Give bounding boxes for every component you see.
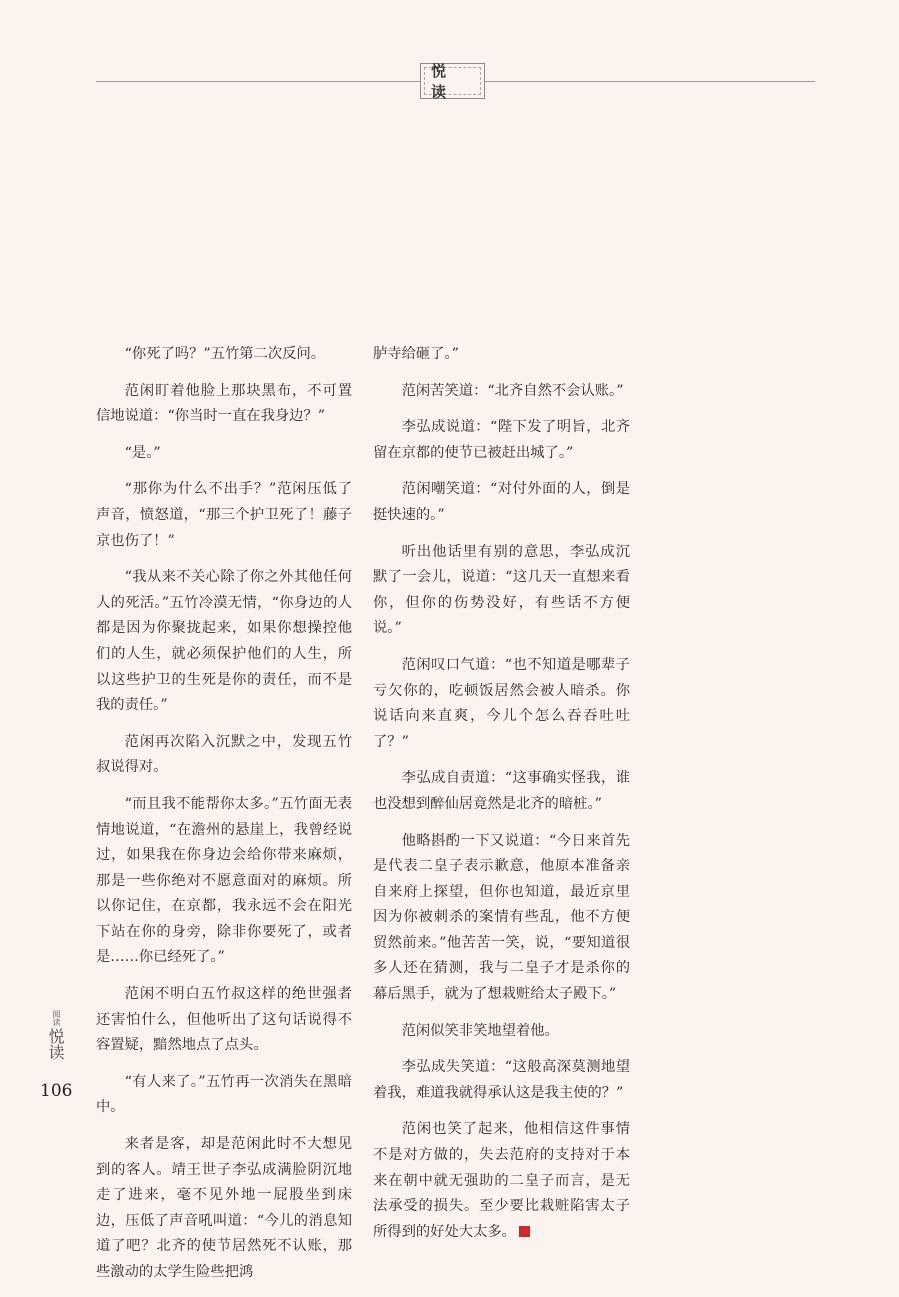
paragraph: 范闲叹口气道：“也不知道是哪辈子亏欠你的，吃顿饭居然会被人暗杀。你说话向来直爽，今儿个怎么吞吞吐吐了？” xyxy=(373,656,630,750)
paragraph: 范闲苦笑道：“北齐自然不会认账。” xyxy=(401,382,624,399)
end-mark-icon xyxy=(519,1226,530,1237)
paragraph: 范闲嘲笑道：“对付外面的人，倒是挺快速的。” xyxy=(373,481,630,523)
paragraph: “是。” xyxy=(124,444,161,461)
paragraph: 听出他话里有别的意思，李弘成沉默了一会儿，说道：“这几天一直想来看你，但你的伤势没好，有些话不方便说。” xyxy=(373,543,630,637)
paragraph: 李弘成自责道：“这事确实怪我，谁也没想到醉仙居竟然是北齐的暗桩。” xyxy=(373,770,630,812)
paragraph: 李弘成说道：“陛下发了明旨，北齐留在京都的使节已被赶出城了。” xyxy=(373,419,630,461)
paragraph: 范闲再次陷入沉默之中，发现五竹叔说得对。 xyxy=(96,733,352,776)
page-number: 106 xyxy=(40,1081,73,1101)
paragraph: 范闲不明白五竹叔这样的绝世强者还害怕什么，但他听出了这句话说得不容置疑，黯然地点了点头。 xyxy=(96,986,352,1054)
section-header-box xyxy=(420,63,485,99)
side-label-big: 悦读 xyxy=(46,1028,65,1060)
text-column-left xyxy=(96,342,352,1297)
paragraph: 他略斟酌一下又说道：“今日来首先是代表二皇子表示歉意，他原本准备亲自来府上探望，但你也知道，最近京里因为你被刺杀的案情有些乱，他不方便贸然前来。”他苦苦一笑，说，“要知道很多人还在猜测，我与二皇子才是杀你的幕后黑手，就为了想栽赃给太子殿下。” xyxy=(373,832,630,1003)
paragraph: 范闲盯着他脸上那块黑布，不可置信地说道：“你当时一直在我身边？” xyxy=(96,382,352,425)
paragraph: “而且我不能帮你太多。”五竹面无表情地说道，“在澹州的悬崖上，我曾经说过，如果我在你身边会给你带来麻烦，那是一些你绝对不愿意面对的麻烦。所以你记住，在京都，我永远不会在阳光下站在你的身旁，除非你要死了，或者是……你已经死了。” xyxy=(96,795,352,966)
header-rule-left xyxy=(96,81,420,82)
header-rule-right xyxy=(485,81,815,82)
section-title: 悦 读 xyxy=(424,67,481,95)
column-side-label xyxy=(46,1010,70,1060)
text-column-right xyxy=(373,342,630,1256)
paragraph: 李弘成失笑道：“这般高深莫测地望着我，难道我就得承认这是我主使的？” xyxy=(373,1059,630,1101)
paragraph: “我从来不关心除了你之外其他任何人的死活。”五竹冷漠无情，“你身边的人都是因为你聚拢起来，如果你想操控他们的人生，就必须保护他们的人生，所以这些护卫的生死是你的责任，而不是我的责任。” xyxy=(96,569,352,714)
paragraph: “有人来了。”五竹再一次消失在黑暗中。 xyxy=(96,1073,352,1116)
paragraph: “那你为什么不出手？”范闲压低了声音，愤怒道，“那三个护卫死了！藤子京也伤了！” xyxy=(96,481,352,549)
paragraph-last xyxy=(373,1117,630,1245)
paragraph: “你死了吗？”五竹第二次反问。 xyxy=(124,346,326,362)
paragraph: 来者是客，却是范闲此时不大想见到的客人。靖王世子李弘成满脸阴沉地走了进来，毫不见外地一屁股坐到床边，压低了声音吼叫道：“今儿的消息知道了吧？北齐的使节居然死不认账，那些激动的太学生险些把鸿 xyxy=(96,1136,352,1280)
paragraph: 范闲似笑非笑地望着他。 xyxy=(401,1022,559,1039)
paragraph-continued: 胪寺给砸了。” xyxy=(373,346,459,362)
paragraph-last-text: 范闲也笑了起来，他相信这件事情不是对方做的，失去范府的支持对于本来在朝中就无强助的二皇子而言，是无法承受的损失。至少要比栽赃陷害太子所得到的好处大太多。 xyxy=(373,1121,630,1240)
side-label-small: 阅读 xyxy=(52,1010,61,1026)
